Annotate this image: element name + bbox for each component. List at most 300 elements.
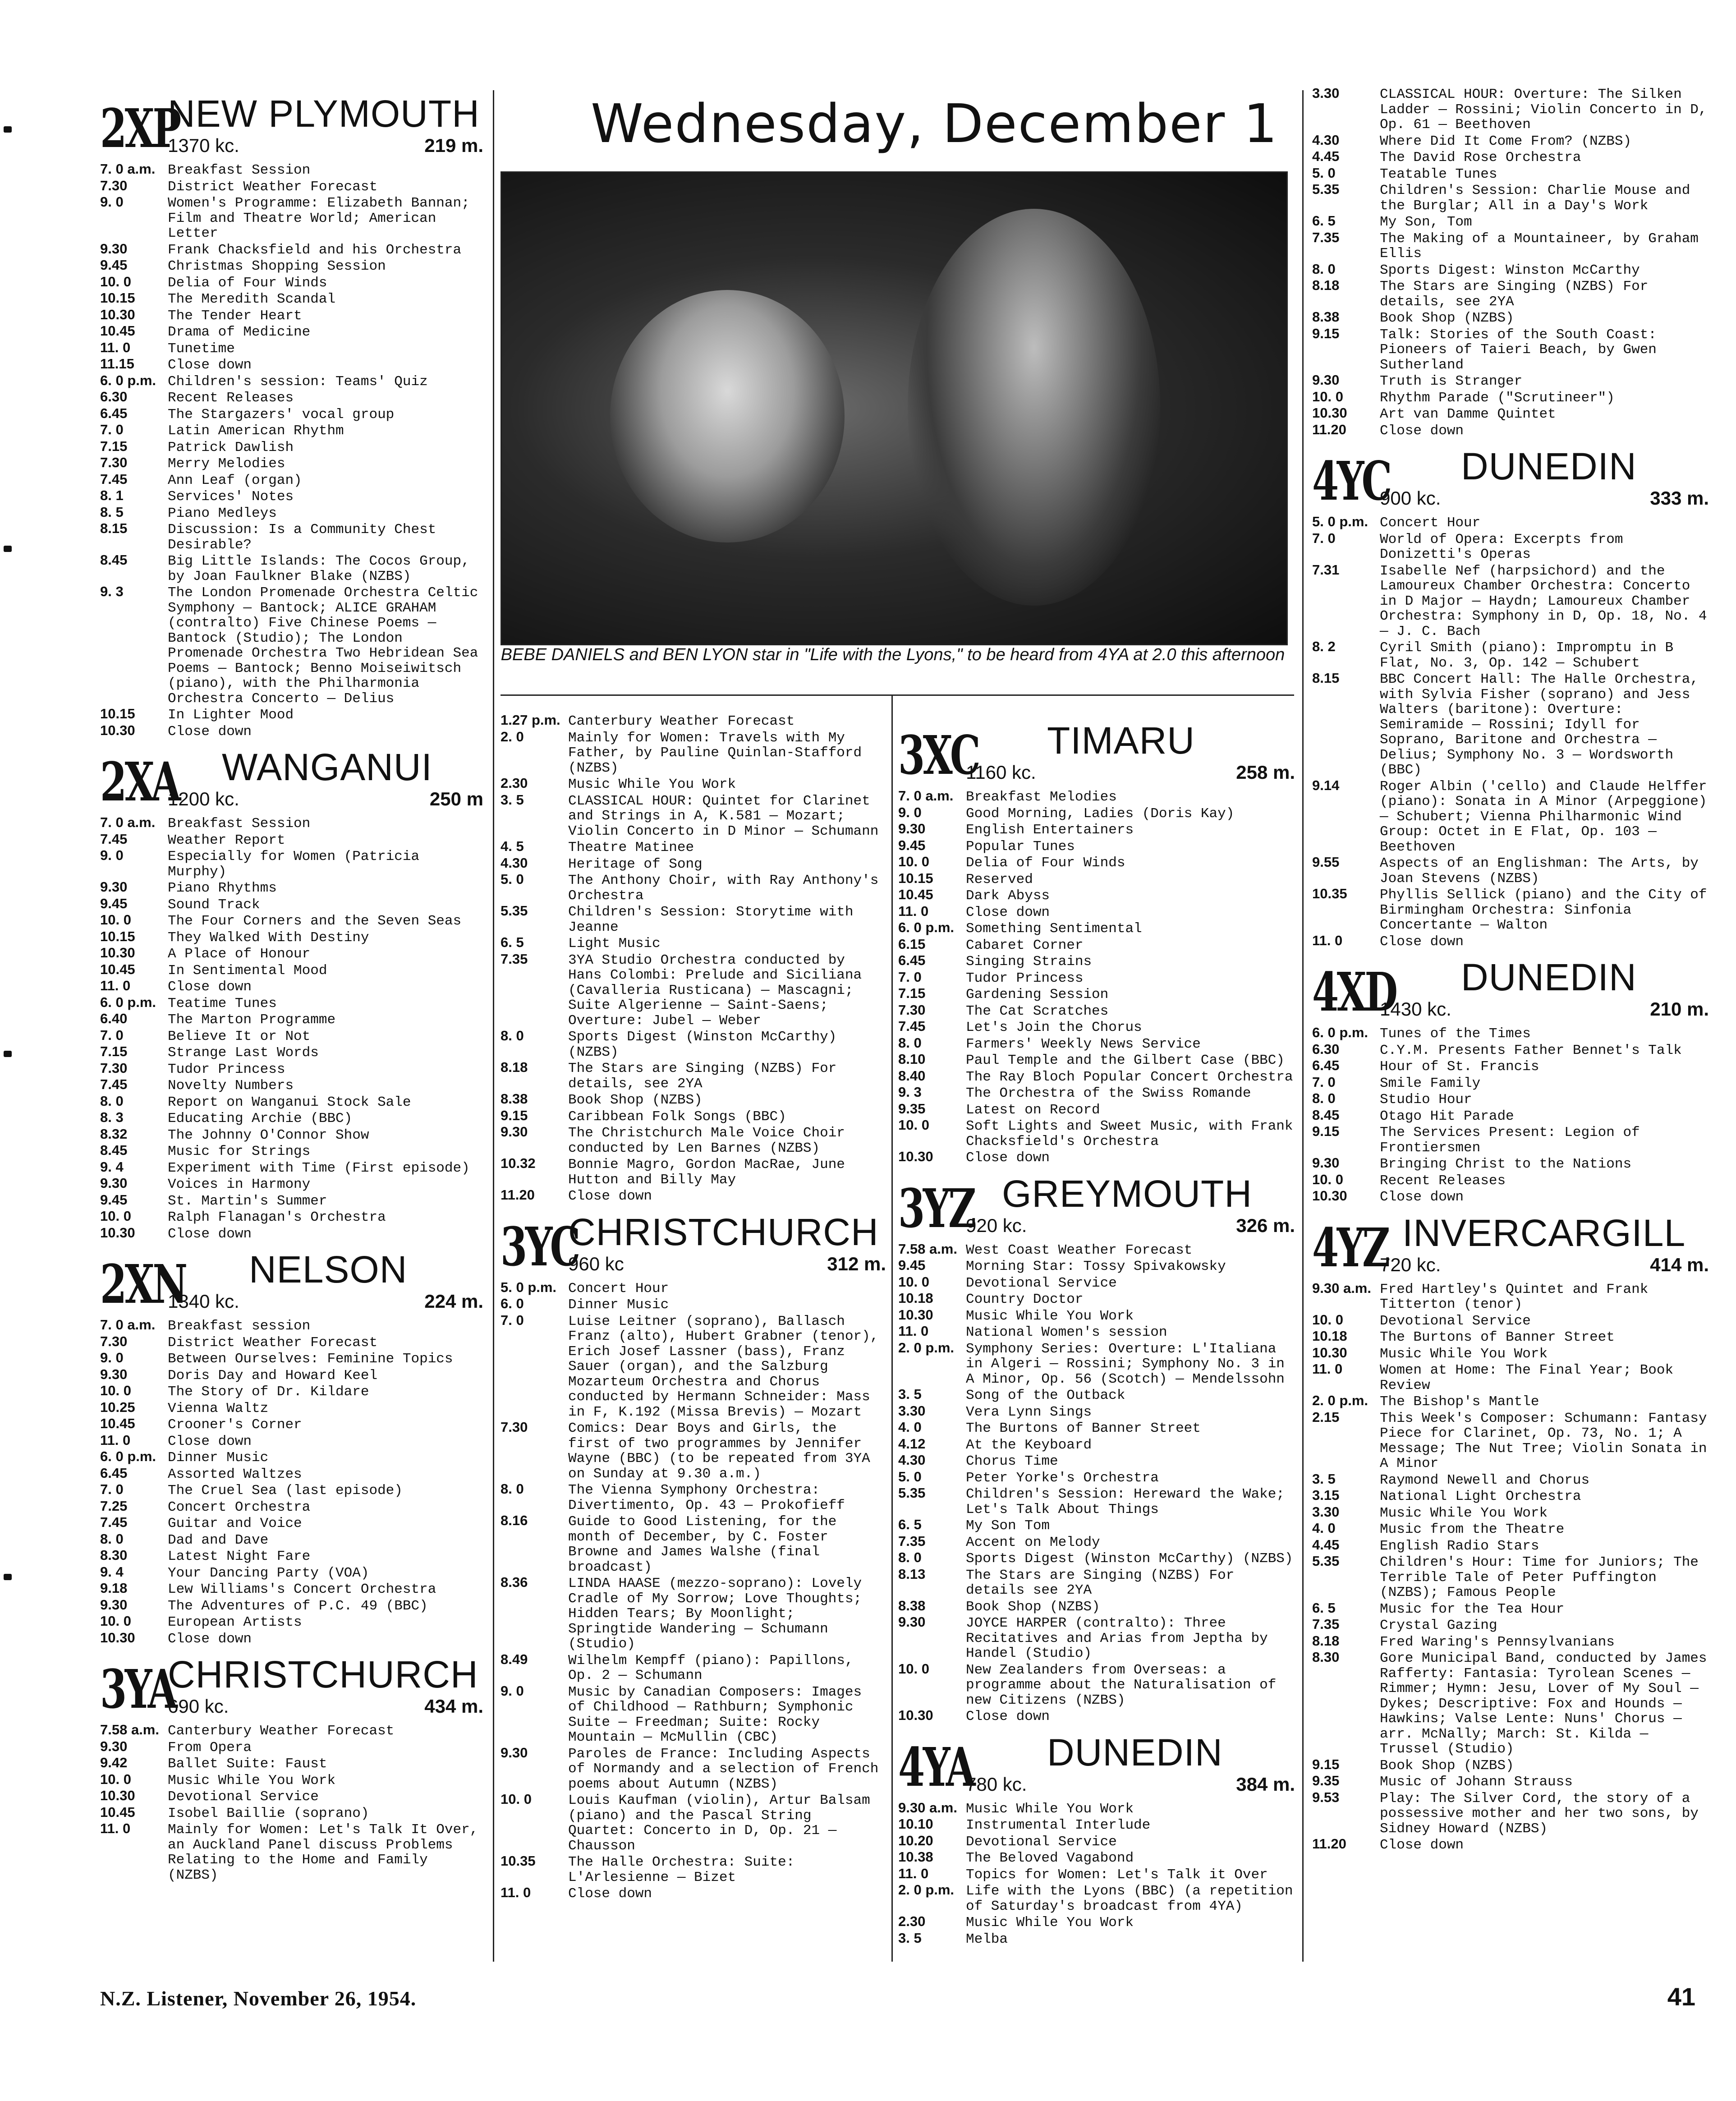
- programme-title: Melba: [966, 1931, 1008, 1947]
- programme-title: Breakfast Session: [168, 162, 311, 178]
- station-3xc: [898, 717, 1295, 1166]
- programme-time: 6.40: [100, 1011, 128, 1026]
- programme-item: [1312, 422, 1709, 439]
- programme-item: [1312, 1329, 1709, 1345]
- programme-list: [1312, 1281, 1709, 1853]
- programme-item: [898, 1567, 1295, 1598]
- programme-title: Sports Digest (Winston McCarthy) (NZBS): [568, 1029, 837, 1060]
- frequency: 960 kc: [568, 1253, 624, 1274]
- photo-caption: BEBE DANIELS and BEN LYON star in "Life with the Lyons," to be heard from 4YA at 2.0 this afternoon: [501, 645, 1285, 664]
- programme-item: [1312, 855, 1709, 886]
- programme-time: 10. 0: [1312, 1311, 1343, 1328]
- programme-title: Voices in Harmony: [168, 1177, 311, 1192]
- programme-title: Teatable Tunes: [1380, 166, 1497, 182]
- programme-title: Fred Waring's Pennsylvanians: [1380, 1634, 1615, 1650]
- programme-time: 6.45: [100, 405, 128, 421]
- programme-title: Dad and Dave: [168, 1532, 269, 1548]
- programme-title: The Johnny O'Connor Show: [168, 1127, 369, 1143]
- column-rule: [891, 694, 893, 1962]
- programme-time: 9.15: [1312, 325, 1340, 341]
- page-number: 41: [1667, 1982, 1695, 2011]
- programme-title: Devotional Service: [966, 1275, 1117, 1291]
- programme-item: [100, 584, 483, 706]
- programme-list: [1312, 86, 1709, 438]
- programme-item: [100, 1383, 483, 1400]
- programme-title: Women's Programme: Elizabeth Bannan; Film and Theatre World; American Letter: [168, 195, 470, 241]
- programme-time: 10.10: [898, 1816, 933, 1832]
- programme-time: 9.45: [100, 1191, 128, 1208]
- station-city: WANGANUI: [222, 746, 432, 788]
- programme-item: [898, 1340, 1295, 1387]
- programme-title: Close down: [966, 1150, 1050, 1166]
- programme-time: 8. 0: [898, 1549, 922, 1565]
- programme-time: 9.14: [1312, 777, 1340, 793]
- callsign: 2XP: [100, 97, 179, 160]
- programme-title: Where Did It Come From? (NZBS): [1380, 133, 1632, 149]
- programme-item: [501, 855, 886, 872]
- programme-time: 9. 4: [100, 1563, 124, 1580]
- programme-time: 8. 0: [100, 1093, 124, 1109]
- programme-time: 9.53: [1312, 1789, 1340, 1805]
- programme-title: The Ray Bloch Popular Concert Orchestra: [966, 1069, 1293, 1085]
- programme-item: [1312, 389, 1709, 406]
- wavelength: 210 m.: [1650, 998, 1709, 1020]
- column-rule: [1302, 90, 1304, 1962]
- programme-time: 9.30: [100, 240, 128, 257]
- programme-item: [1312, 1521, 1709, 1537]
- programme-item: [501, 1481, 886, 1513]
- programme-item: [898, 1800, 1295, 1817]
- programme-title: Children's Session: Storytime with Jeanne: [568, 904, 854, 935]
- programme-item: [100, 1531, 483, 1548]
- programme-title: Gardening Session: [966, 987, 1109, 1002]
- programme-title: Strange Last Words: [168, 1045, 319, 1061]
- programme-title: Close down: [568, 1188, 652, 1204]
- binding-mark: [4, 546, 12, 552]
- programme-title: Close down: [168, 357, 252, 373]
- wavelength: 312 m.: [827, 1253, 886, 1274]
- programme-time: 10.20: [898, 1832, 933, 1848]
- programme-item: [501, 952, 886, 1029]
- binding-mark: [4, 126, 12, 133]
- programme-title: Instrumental Interlude: [966, 1817, 1151, 1833]
- programme-item: [501, 1187, 886, 1204]
- programme-title: Cyril Smith (piano): Impromptu in B Flat, No. 3, Op. 142 — Schubert: [1380, 640, 1674, 671]
- programme-title: BBC Concert Hall: The Halle Orchestra, with Sylvia Fisher (soprano) and Jess Walters (baritone): Overture: Semiramide — Rossini; Idyll for Soprano, Baritone and Orchestra — Delius; Symphony No. 3 — Wordsworth (BBC): [1380, 671, 1699, 778]
- programme-item: [501, 1853, 886, 1885]
- binding-mark: [4, 1051, 12, 1057]
- station-city: CHRISTCHURCH: [168, 1653, 478, 1696]
- programme-list: [100, 1722, 483, 1883]
- programme-title: Canterbury Weather Forecast: [168, 1723, 395, 1739]
- programme-title: English Radio Stars: [1380, 1538, 1539, 1554]
- programme-time: 9.30: [898, 1614, 926, 1630]
- programme-title: Weather Report: [168, 832, 285, 848]
- programme-title: Book Shop (NZBS): [1380, 1757, 1514, 1774]
- programme-title: C.Y.M. Presents Father Bennet's Talk: [1380, 1042, 1682, 1058]
- frequency: 920 kc.: [966, 1214, 1027, 1236]
- programme-time: 7. 0 a.m.: [100, 161, 156, 177]
- programme-time: 9.35: [898, 1100, 926, 1117]
- programme-title: Play: The Silver Cord, the story of a possessive mother and her two sons, by Sidney Howard (NZBS): [1380, 1790, 1699, 1837]
- programme-time: 10.15: [898, 870, 933, 886]
- programme-item: [1312, 1058, 1709, 1075]
- programme-title: Believe It or Not: [168, 1028, 311, 1044]
- wavelength: 250 m: [429, 788, 483, 809]
- programme-title: Paul Temple and the Gilbert Case (BBC): [966, 1053, 1285, 1068]
- callsign: 4XD: [1312, 961, 1396, 1023]
- programme-time: 3.30: [1312, 85, 1340, 101]
- programme-time: 7. 0: [1312, 530, 1336, 546]
- programme-time: 9.30: [501, 1124, 528, 1140]
- programme-time: 5.35: [1312, 1553, 1340, 1569]
- programme-item: [1312, 933, 1709, 950]
- programme-time: 8.45: [1312, 1107, 1340, 1123]
- programme-item: [898, 1149, 1295, 1166]
- programme-time: 9. 0: [100, 1350, 124, 1365]
- programme-time: 10.30: [898, 1707, 933, 1723]
- programme-title: Raymond Newell and Chorus: [1380, 1472, 1590, 1488]
- programme-item: [1312, 886, 1709, 933]
- programme-time: 10.30: [898, 1149, 933, 1164]
- frequency: 1200 kc.: [168, 788, 239, 809]
- programme-time: 6. 5: [1312, 213, 1336, 229]
- frequency: 1370 kc.: [168, 135, 239, 156]
- programme-title: JOYCE HARPER (contralto): Three Recitatives and Arias from Jeptha by Handel (Studio): [966, 1615, 1268, 1661]
- programme-title: Life with the Lyons (BBC) (a repetition of Saturday's broadcast from 4YA): [966, 1883, 1293, 1914]
- programme-time: 5. 0 p.m.: [501, 1279, 557, 1295]
- programme-time: 9.30: [501, 1744, 528, 1761]
- station-3yz: [898, 1170, 1295, 1724]
- programme-item: [1312, 405, 1709, 422]
- programme-item: [100, 241, 483, 258]
- programme-title: Book Shop (NZBS): [568, 1092, 703, 1108]
- programme-list: [501, 713, 886, 1204]
- programme-title: Ballet Suite: Faust: [168, 1756, 327, 1772]
- programme-time: 10.30: [1312, 1344, 1347, 1361]
- programme-time: 10. 0: [898, 1660, 929, 1677]
- programme-time: 8. 0: [898, 1034, 922, 1051]
- programme-title: CLASSICAL HOUR: Overture: The Silken Ladder — Rossini; Violin Concerto in D, Op. 61 — Beethoven: [1380, 87, 1707, 133]
- programme-title: World of Opera: Excerpts from Donizetti's Operas: [1380, 531, 1623, 562]
- programme-item: [501, 1420, 886, 1481]
- station-2xp: [100, 90, 483, 739]
- programme-item: [100, 1614, 483, 1630]
- programme-time: 8.18: [501, 1059, 528, 1075]
- programme-title: My Son, Tom: [1380, 214, 1472, 230]
- programme-time: 9.30: [100, 1175, 128, 1191]
- programme-title: Accent on Melody: [966, 1534, 1100, 1550]
- programme-item: [898, 805, 1295, 822]
- programme-item: [100, 1159, 483, 1176]
- programme-title: Truth is Stranger: [1380, 373, 1523, 389]
- programme-item: [501, 1280, 886, 1296]
- station-3yc: [501, 1209, 886, 1902]
- programme-title: District Weather Forecast: [168, 1334, 378, 1351]
- programme-time: 5. 0: [1312, 165, 1336, 181]
- programme-time: 7.35: [1312, 229, 1340, 245]
- programme-title: Close down: [1380, 933, 1464, 950]
- programme-time: 9.30: [1312, 1155, 1340, 1171]
- programme-item: [100, 1739, 483, 1756]
- programme-time: 11. 0: [100, 1432, 131, 1448]
- programme-title: Between Ourselves: Feminine Topics: [168, 1351, 453, 1367]
- programme-item: [898, 821, 1295, 838]
- programme-time: 3. 5: [501, 791, 524, 808]
- programme-title: Drama of Medicine: [168, 324, 311, 340]
- programme-item: [1312, 671, 1709, 778]
- programme-time: 11. 0: [100, 339, 131, 355]
- programme-title: Bonnie Magro, Gordon MacRae, June Hutton and Billy May: [568, 1157, 845, 1188]
- programme-item: [898, 854, 1295, 871]
- programme-item: [100, 1416, 483, 1433]
- programme-title: Latest on Record: [966, 1102, 1100, 1118]
- wavelength: 258 m.: [1236, 762, 1295, 783]
- programme-time: 11. 0: [100, 1821, 131, 1836]
- programme-time: 8. 0: [501, 1028, 524, 1044]
- programme-time: 7.30: [100, 177, 128, 193]
- frequency: 690 kc.: [168, 1696, 229, 1717]
- programme-list: [501, 1280, 886, 1902]
- programme-title: In Sentimental Mood: [168, 962, 327, 979]
- programme-time: 3.15: [1312, 1487, 1340, 1503]
- programme-time: 6. 0 p.m.: [100, 1448, 156, 1464]
- programme-title: At the Keyboard: [966, 1437, 1092, 1453]
- programme-time: 11. 0: [100, 978, 131, 993]
- programme-title: The Adventures of P.C. 49 (BBC): [168, 1598, 428, 1614]
- programme-item: [1312, 1488, 1709, 1504]
- programme-time: 6. 0 p.m.: [100, 994, 156, 1010]
- programme-title: Women at Home: The Final Year; Book Review: [1380, 1362, 1674, 1393]
- programme-title: Doris Day and Howard Keel: [168, 1367, 378, 1384]
- programme-item: [898, 1002, 1295, 1019]
- programme-item: [100, 274, 483, 291]
- programme-item: [898, 1661, 1295, 1708]
- programme-time: 2. 0 p.m.: [898, 1882, 955, 1898]
- callsign: 2XN: [100, 1253, 186, 1315]
- programme-item: [100, 1028, 483, 1044]
- programme-time: 10.18: [898, 1290, 933, 1306]
- programme-item: [1312, 133, 1709, 149]
- programme-time: 8. 0: [501, 1481, 524, 1497]
- photo-bebe-daniels-ben-lyon: [501, 171, 1288, 645]
- page-footer: N.Z. Listener, November 26, 1954.: [100, 1987, 417, 2010]
- programme-item: [100, 178, 483, 195]
- callsign: 4YA: [898, 1735, 974, 1798]
- callsign: 3YC: [501, 1215, 579, 1278]
- programme-time: 2. 0: [501, 728, 524, 745]
- programme-item: [898, 1614, 1295, 1661]
- programme-item: [898, 1307, 1295, 1324]
- programme-item: [898, 1914, 1295, 1931]
- station-city: CHRISTCHURCH: [568, 1210, 879, 1253]
- programme-time: 4.30: [501, 855, 528, 871]
- station-city: INVERCARGILL: [1402, 1211, 1686, 1254]
- programme-item: [100, 832, 483, 848]
- programme-item: [100, 1126, 483, 1143]
- programme-item: [1312, 326, 1709, 373]
- programme-time: 8. 1: [100, 487, 124, 503]
- programme-title: Light Music: [568, 936, 661, 952]
- programme-title: Music While You Work: [966, 1308, 1134, 1324]
- frequency: 720 kc.: [1380, 1254, 1441, 1275]
- programme-title: Tudor Princess: [168, 1061, 285, 1077]
- programme-item: [1312, 1393, 1709, 1410]
- programme-title: Music While You Work: [1380, 1346, 1548, 1362]
- programme-item: [898, 970, 1295, 986]
- programme-item: [501, 1156, 886, 1187]
- programme-title: The Marton Programme: [168, 1012, 336, 1028]
- programme-time: 10. 0: [100, 1208, 131, 1224]
- programme-title: A Place of Honour: [168, 946, 311, 962]
- programme-title: Discussion: Is a Community Chest Desirable?: [168, 522, 436, 553]
- programme-title: Sports Digest (Winston McCarthy) (NZBS): [966, 1551, 1293, 1567]
- programme-title: Mainly for Women: Travels with My Father, by Pauline Quinlan-Stafford (NZBS): [568, 730, 862, 776]
- programme-time: 5.35: [1312, 181, 1340, 197]
- programme-title: Children's session: Teams' Quiz: [168, 373, 428, 390]
- programme-item: [1312, 1410, 1709, 1471]
- programme-title: The Vienna Symphony Orchestra: Divertimento, Op. 43 — Prokofieff: [568, 1482, 845, 1513]
- programme-time: 11. 0: [898, 1323, 929, 1339]
- programme-title: Morning Star: Tossy Spivakowsky: [966, 1259, 1226, 1274]
- station-city: DUNEDIN: [1461, 956, 1637, 998]
- programme-title: Music While You Work: [966, 1915, 1134, 1931]
- programme-item: [100, 706, 483, 723]
- column-rule: [493, 90, 494, 1962]
- programme-title: My Son Tom: [966, 1518, 1050, 1534]
- programme-title: Services' Notes: [168, 489, 294, 505]
- programme-item: [100, 912, 483, 929]
- programme-title: Report on Wanganui Stock Sale: [168, 1094, 411, 1110]
- programme-title: The Beloved Vagabond: [966, 1850, 1134, 1866]
- programme-title: The Tender Heart: [168, 308, 302, 324]
- programme-time: 4. 0: [898, 1419, 922, 1435]
- programme-item: [898, 1453, 1295, 1469]
- programme-title: Merry Melodies: [168, 456, 285, 472]
- programme-time: 10.32: [501, 1155, 536, 1171]
- programme-item: [898, 1035, 1295, 1052]
- programme-time: 10.30: [100, 945, 135, 961]
- programme-title: Piano Medleys: [168, 505, 277, 521]
- programme-item: [100, 1061, 483, 1077]
- programme-item: [100, 978, 483, 995]
- programme-time: 7. 0 a.m.: [100, 814, 156, 830]
- programme-time: 5.35: [501, 903, 528, 919]
- programme-title: Ann Leaf (organ): [168, 472, 302, 488]
- programme-time: 7.15: [898, 985, 926, 1001]
- programme-time: 3.30: [1312, 1503, 1340, 1520]
- programme-title: Close down: [568, 1886, 652, 1902]
- programme-item: [1312, 1773, 1709, 1790]
- programme-title: Talk: Stories of the South Coast: Pioneers of Taieri Beach, by Gwen Sutherland: [1380, 326, 1657, 373]
- programme-list: [100, 1317, 483, 1646]
- programme-time: 6. 5: [1312, 1600, 1336, 1616]
- programme-time: 7.30: [898, 1002, 926, 1018]
- programme-time: 10.35: [501, 1853, 536, 1869]
- programme-title: Wilhelm Kempff (piano): Papillons, Op. 2 — Schumann: [568, 1652, 854, 1683]
- programme-time: 8. 5: [100, 504, 124, 520]
- programme-item: [501, 903, 886, 935]
- station-4ya-continued: [1312, 86, 1709, 438]
- programme-title: Music While You Work: [568, 777, 736, 792]
- programme-time: 8.38: [1312, 309, 1340, 325]
- programme-time: 9. 4: [100, 1159, 124, 1175]
- programme-time: 9. 0: [501, 1683, 524, 1699]
- programme-item: [1312, 1312, 1709, 1329]
- programme-title: Sound Track: [168, 896, 260, 913]
- programme-time: 9.18: [100, 1580, 128, 1596]
- programme-title: Tunes of the Times: [1380, 1026, 1531, 1042]
- programme-title: Breakfast Session: [168, 816, 311, 832]
- programme-item: [501, 713, 886, 729]
- programme-item: [898, 986, 1295, 1002]
- programme-time: 4.12: [898, 1435, 926, 1452]
- programme-item: [100, 1400, 483, 1416]
- programme-item: [100, 1044, 483, 1061]
- frequency: 1160 kc.: [966, 762, 1036, 783]
- programme-title: Vienna Waltz: [168, 1400, 269, 1416]
- programme-item: [100, 340, 483, 357]
- programme-time: 2.30: [501, 775, 528, 791]
- programme-time: 11. 0: [1312, 932, 1343, 948]
- programme-title: Assorted Waltzes: [168, 1466, 302, 1482]
- programme-title: Peter Yorke's Orchestra: [966, 1470, 1159, 1486]
- programme-time: 9.45: [898, 1257, 926, 1273]
- programme-time: 7. 0: [501, 1312, 524, 1328]
- programme-time: 8.38: [501, 1091, 528, 1107]
- programme-title: Experiment with Time (First episode): [168, 1160, 470, 1176]
- programme-time: 6. 0 p.m.: [100, 372, 156, 388]
- programme-time: 9.30: [100, 1738, 128, 1754]
- programme-title: Hour of St. Francis: [1380, 1059, 1539, 1075]
- programme-time: 3. 5: [1312, 1471, 1336, 1487]
- programme-item: [100, 1597, 483, 1614]
- programme-title: Latest Night Fare: [168, 1549, 311, 1564]
- wavelength: 326 m.: [1236, 1214, 1295, 1236]
- programme-title: The Cruel Sea (last episode): [168, 1483, 403, 1499]
- programme-title: Music from the Theatre: [1380, 1522, 1565, 1537]
- programme-title: The Four Corners and the Seven Seas: [168, 913, 462, 929]
- programme-item: [898, 871, 1295, 887]
- programme-time: 11. 0: [501, 1885, 531, 1900]
- programme-title: Recent Releases: [168, 390, 294, 406]
- callsign: 4YC: [1312, 450, 1390, 512]
- programme-item: [898, 1469, 1295, 1486]
- programme-title: Canterbury Weather Forecast: [568, 713, 795, 729]
- programme-time: 8.18: [1312, 277, 1340, 293]
- station-4ya: [898, 1729, 1295, 1947]
- frequency: 1340 kc.: [168, 1291, 239, 1312]
- programme-item: [1312, 1554, 1709, 1600]
- programme-time: 10.30: [100, 306, 135, 322]
- programme-item: [1312, 149, 1709, 166]
- programme-item: [100, 723, 483, 740]
- programme-title: Luise Leitner (soprano), Ballasch Franz (alto), Hubert Grabner (tenor), Erich Josef Lassner (bass), Franz Sauer (organ), and the Salzburg Mozarteum Orchestra and Chorus conducted by Hermann Schneider: Mass in F, K.192 (Missa Brevis) — Mozart: [568, 1313, 879, 1420]
- programme-title: Roger Albin ('cello) and Claude Helffer (piano): Sonata in A Minor (Arpeggione) — Schubert; Vienna Philharmonic Wind Group: Octet in E Flat, Op. 103 — Beethoven: [1380, 778, 1707, 855]
- programme-item: [100, 896, 483, 913]
- programme-item: [898, 838, 1295, 855]
- programme-time: 3. 5: [898, 1930, 922, 1946]
- programme-item: [1312, 1025, 1709, 1042]
- programme-title: Tudor Princess: [966, 970, 1084, 986]
- programme-item: [898, 920, 1295, 937]
- programme-time: 8.15: [100, 520, 128, 536]
- programme-time: 10. 0: [100, 1771, 131, 1787]
- programme-item: [898, 1068, 1295, 1085]
- programme-title: Your Dancing Party (VOA): [168, 1565, 369, 1581]
- programme-title: The Burtons of Banner Street: [966, 1421, 1201, 1436]
- programme-item: [1312, 514, 1709, 531]
